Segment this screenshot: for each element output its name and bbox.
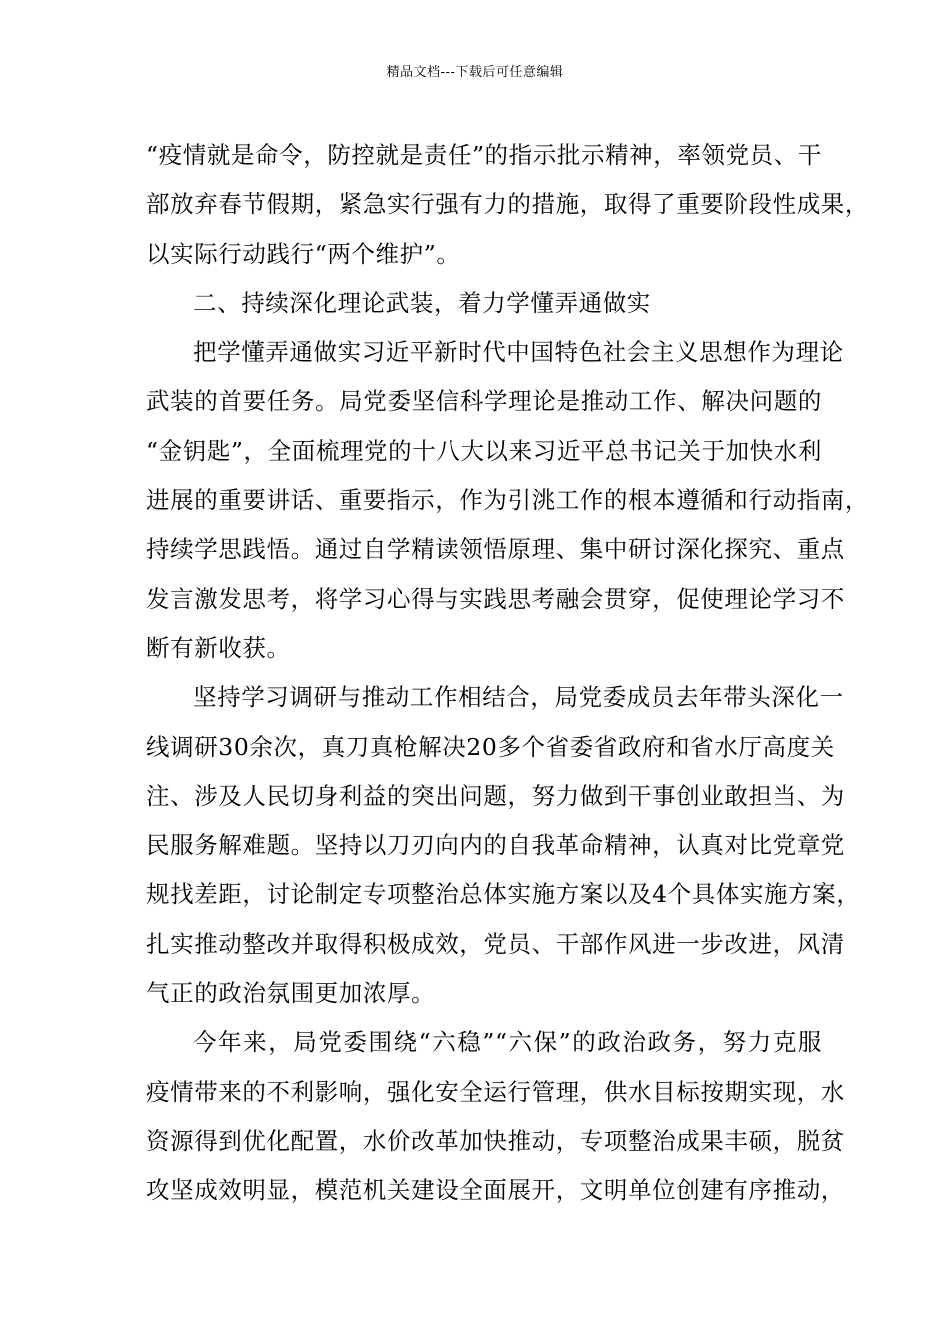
- text-line: 攻坚成效明显，模范机关建设全面展开，文明单位创建有序推动，: [146, 1176, 845, 1205]
- text-line: 以实际行动践行“两个维护”。: [146, 239, 461, 268]
- text-line: 持续学思践悟。通过自学精读领悟原理、集中研讨深化探究、重点: [146, 535, 845, 564]
- paragraph: [146, 1018, 845, 1215]
- text-line: “疫情就是命令，防控就是责任”的指示批示精神，率领党员、干: [146, 141, 822, 169]
- text-line: 进展的重要讲话、重要指示，作为引洮工作的根本遵循和行动指南，: [146, 486, 869, 515]
- text-line: 把学懂弄通做实习近平新时代中国特色社会主义思想作为理论: [193, 338, 844, 367]
- text-line: 扎实推动整改并取得积极成效，党员、干部作风进一步改进，风清: [146, 929, 845, 958]
- text-line: 疫情带来的不利影响，强化安全运行管理，供水目标按期实现，水: [146, 1077, 845, 1106]
- text-line: 发言激发思考，将学习心得与实践思考融会贯穿，促使理论学习不: [146, 584, 845, 613]
- paragraph: [146, 673, 861, 1018]
- text-line: 断有新收获。: [146, 633, 291, 662]
- text-line: 部放弃春节假期，紧急实行强有力的措施，取得了重要阶段性成果，: [146, 190, 869, 219]
- text-line: 注、涉及人民切身利益的突出问题，努力做到干事创业敢担当、为: [146, 781, 845, 810]
- paragraph-continuation: [146, 131, 869, 279]
- document-body: [146, 131, 869, 1216]
- section-heading: [146, 279, 822, 328]
- text-line: 民服务解难题。坚持以刀刃向内的自我革命精神，认真对比党章党: [146, 831, 845, 860]
- heading-line: 二、持续深化理论武装，着力学懂弄通做实: [193, 288, 651, 317]
- page-header: 精品文档---下载后可任意编辑: [386, 65, 564, 80]
- text-line: “金钥匙”，全面梳理党的十八大以来习近平总书记关于加快水利: [146, 436, 822, 465]
- paragraph: [146, 328, 869, 673]
- text-line: 坚持学习调研与推动工作相结合，局党委成员去年带头深化一: [193, 683, 844, 712]
- text-line: 资源得到优化配置，水价改革加快推动，专项整治成果丰硕，脱贫: [146, 1126, 845, 1155]
- text-line: 气正的政治氛围更加浓厚。: [146, 979, 436, 1008]
- text-line: 今年来，局党委围绕“六稳”“六保”的政治政务，努力克服: [193, 1028, 822, 1057]
- text-line: 规找差距，讨论制定专项整治总体实施方案以及4个具体实施方案，: [146, 880, 861, 909]
- text-line: 线调研30余次，真刀真枪解决20多个省委省政府和省水厅高度关: [146, 732, 835, 761]
- text-line: 武装的首要任务。局党委坚信科学理论是推动工作、解决问题的: [146, 387, 822, 416]
